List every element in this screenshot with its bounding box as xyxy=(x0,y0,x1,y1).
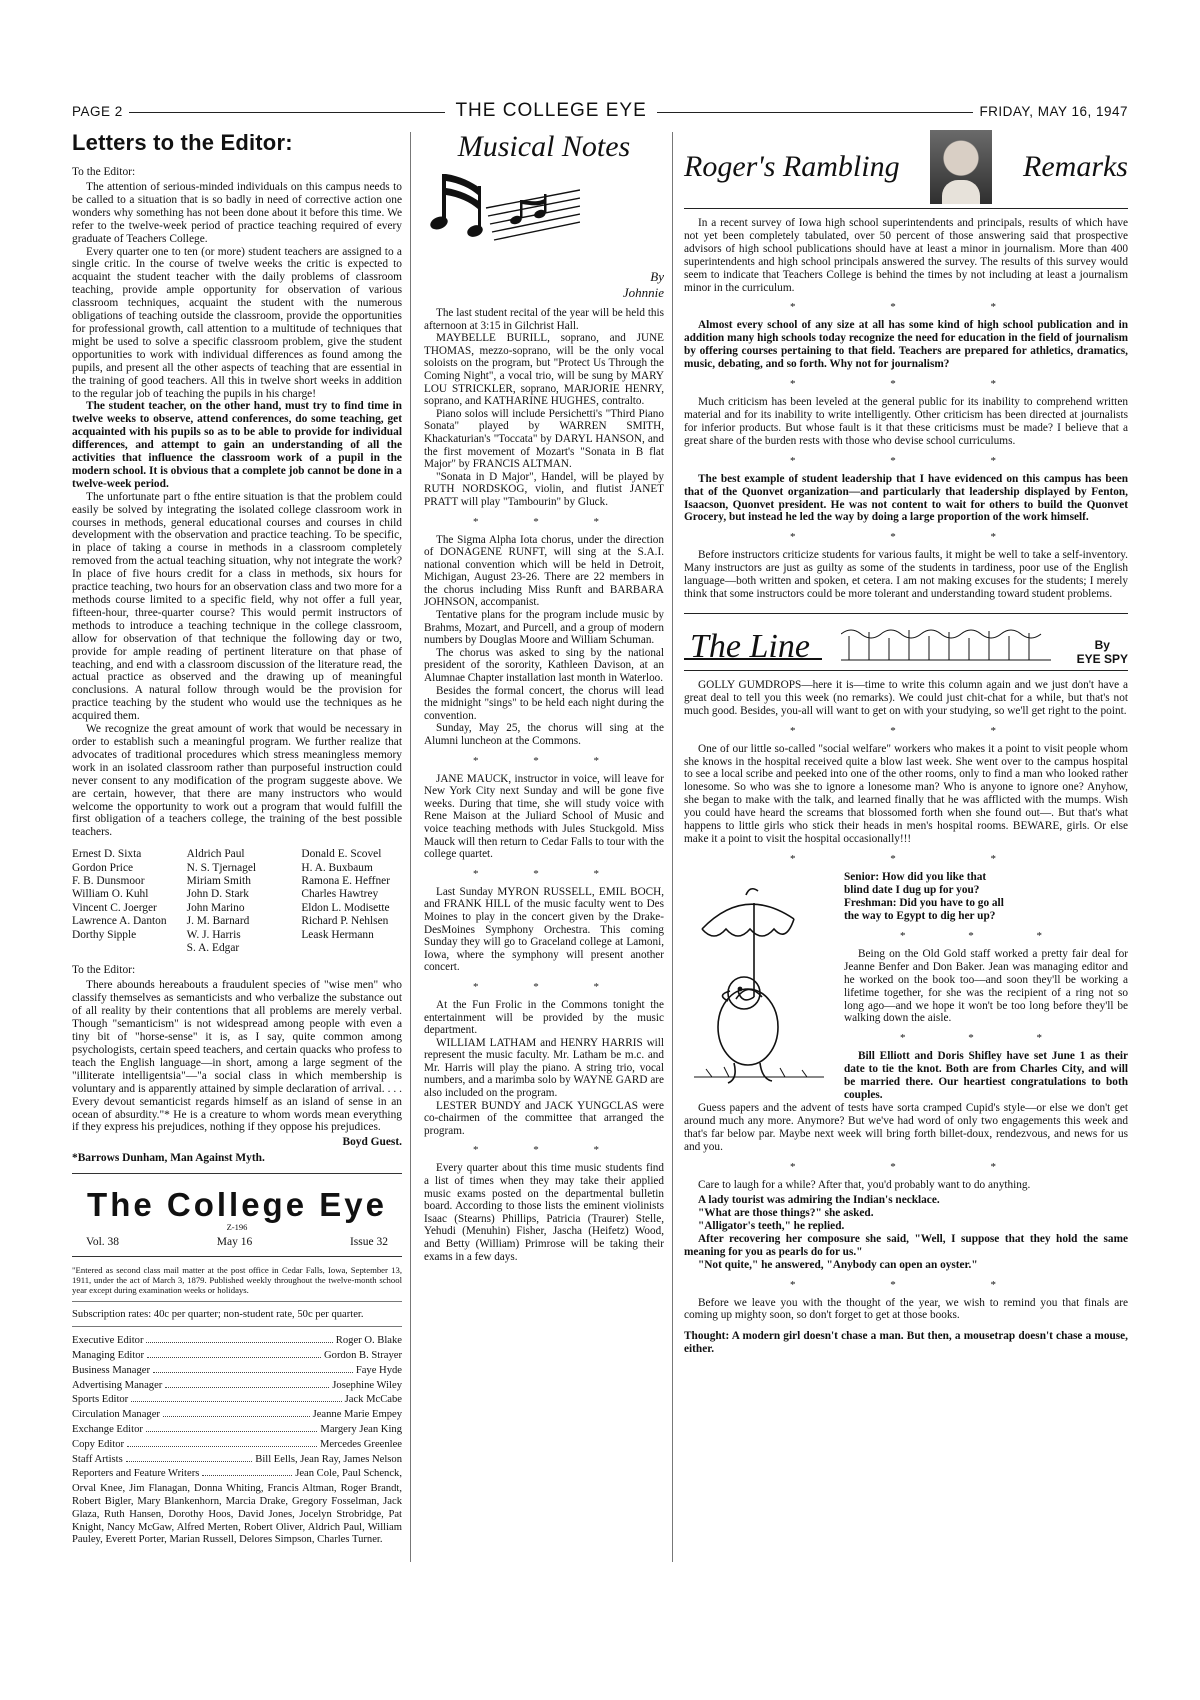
line-byline-by: By xyxy=(1094,637,1110,652)
rogers-p4: The best example of student leadership that I have evidenced on this campus has been that of the Quonvet organization—and particularly that leadership displayed by Fenton, Isaacson, Quonvet president. He was not content to wait for others to build the Quonvet Grocery, but instead he led the way by doing a large proportion of the work himself. xyxy=(684,472,1128,524)
byline-author: Johnnie xyxy=(622,285,664,300)
flag-number: Z-196 xyxy=(226,1222,248,1233)
music-notes-illustration xyxy=(430,168,580,263)
letter2-footnote: *Barrows Dunham, Man Against Myth. xyxy=(72,1152,265,1165)
musical-p2: MAYBELLE BURILL, soprano, and JUNE THOMAS, mezzo-soprano, will be the only vocal soloists on the program, but "Protect Us Through the Coming Night", a vocal trio, will be sung by MARY LOU STRICKLER, soprano, MARJORIE HENRY, soprano, and KATHARINE HUGHES, contralto. xyxy=(424,332,664,408)
musical-p14: LESTER BUNDY and JACK YUNGCLAS were co-chairmen of the committee that arranged the program. xyxy=(424,1099,664,1137)
masthead-rule-left xyxy=(129,112,446,113)
staff-name: Jean Cole, Paul Schenck, xyxy=(295,1468,402,1480)
signer: Eldon L. Modisette xyxy=(301,901,390,914)
signer: Donald E. Scovel xyxy=(301,848,382,861)
musical-p3: Piano solos will include Persichetti's "Third Piano Sonata" played by WARREN SMITH, Khackaturian's "Toccata" by DARYL HANSON, and the first movement of Mozart's "Sonata in B flat Major" by FRANCIS ALTMAN. xyxy=(424,407,664,471)
staff-role: Copy Editor xyxy=(72,1438,125,1450)
rogers-rambling-header xyxy=(684,130,1128,204)
section-break: * * * xyxy=(790,1278,1042,1291)
signer: John D. Stark xyxy=(186,888,250,901)
column-letters xyxy=(72,130,402,1547)
staff-row xyxy=(72,1333,402,1348)
musical-p1: The last student recital of the year will be held this afternoon at 3:15 in Gilchrist Hall. xyxy=(424,307,664,332)
staff-name: Jack McCabe xyxy=(344,1394,402,1406)
letter2-signature: Boyd Guest. xyxy=(342,1136,402,1149)
joke-line: the way to Egypt to dig her up? xyxy=(844,909,996,922)
newspaper-flag-title: The College Eye xyxy=(87,1186,387,1224)
line-column-rule-top xyxy=(684,613,1128,614)
staff-row-reporters xyxy=(72,1466,402,1481)
reporters-list: Orval Knee, Jim Flanagan, Donna Whiting, Francis Altman, Roger Brandt, Robert Bigler, Mary Blankenhorn, Marcia Drake, Gregory Fosselman, Jack Glaza, Ruth Hansen, Dorothy Hoos, David Jones, Jocelyn Strobridge, Pat Knight, Nancy McGaw, Alfred Merten, Robert Oliver, Aldrich Paul, William Pauley, Everett Porter, Marian Russell, Delores Simpson, Charles Turner. xyxy=(72,1483,402,1546)
section-break: * * * xyxy=(473,867,625,880)
flag-issue: Issue 32 xyxy=(349,1236,388,1249)
signers-col-1 xyxy=(72,848,173,955)
letter2-paragraph-1: There abounds hereabouts a fraudulent species of "wise men" who classify themselves as semanticists and who verbalize the substance out of all reality by their contentions that all problems are merely verbal. Though "semanticism" is not widespread among people with even a tiny bit of "horse-sense" it is, as I say, quite common among psychologists, certain speed teachers, and certain quacks who profess to teach the English language—in short, among a large segment of the "illiterate intelligentsia"—"a social class in which membership is voluntary and is apparently attained by simple declaration of arrival. . . . Every devout semanticist regards himself as an island of sense in an ocean of absurdity."* He is a creature to whom words mean everything if they express his prejudices, nothing if they oppose his prejudices. xyxy=(72,979,402,1134)
staff-role: Staff Artists xyxy=(72,1453,123,1465)
staff-row xyxy=(72,1422,402,1437)
masthead-page-number: PAGE 2 xyxy=(72,103,123,119)
signer: W. J. Harris xyxy=(186,928,241,941)
line-decorative-art xyxy=(841,620,1051,666)
joke-line: After recovering her composure she said, "Well, I suppose that they hold the same meaning for you as pearls do for us." xyxy=(684,1232,1128,1258)
signer: Charles Hawtrey xyxy=(301,888,379,901)
subscription-divider-bottom xyxy=(72,1326,402,1327)
flag-date: May 16 xyxy=(216,1236,253,1249)
joke-alligator-teeth xyxy=(684,1194,1128,1272)
line-byline xyxy=(1077,638,1128,666)
letter1-paragraph-4: The unfortunate part o fthe entire situation is that the problem could easily be solved by integrating the isolated college classroom work in courses in methods, general educational courses and courses in child development with the observation and practice teaching. To be specific, in place of taking a course in methods in a classroom completely removed from the actual teaching situation, why not integrate the work? In place of five hours credit for a class in methods, six hours for practice teaching, two hours for an observation class and two more for a methods course limited to a specific field, why not offer a full year, fifteen-hour, three-quarter course? This would permit instructors of methods to introduce a teaching technique in the college classroom, allow for observation of that technique the following day or two, provide for ample reading of pertinent literature on that phase of teaching, and end with a classroom discussion of the literature read, the actual practice as observed and the drawing up of meaningful conclusions. A natural follow through would be the provision for practice teaching by the student who would use the techniques as he acquired them. xyxy=(72,490,402,723)
section-break: * * * xyxy=(900,929,1072,942)
staff-role: Exchange Editor xyxy=(72,1424,143,1436)
joke-line: "Not quite," he answered, "Anybody can open an oyster." xyxy=(698,1258,978,1271)
dot-leader xyxy=(146,1333,332,1343)
staff-row xyxy=(72,1452,402,1467)
line-p2: One of our little so-called "social welfare" workers who makes it a point to visit people whom she knows in the hospital received quite a blow last week. She went over to the campus hospital to see a local scribe and peeked into one of the other rooms, only to find a man who looked rather lonesome. So who was she to ignore a lonesome man? Who is anyone to ignore one? Anyhow, she began to make with the talk, and learned finally that he was afflicted with the mumps. Wish you could have heard the screams that blossomed forth when she found out—. But that's what happens to little girls who stick their heads in men's hospital rooms. BEWARE, girls. Or else make it a point to visit the hospital occasionally!!! xyxy=(684,742,1128,845)
signer: Aldrich Paul xyxy=(186,848,245,861)
signer: Richard P. Nehlsen xyxy=(301,915,389,928)
letter-salutation-2: To the Editor: xyxy=(72,964,136,977)
masthead-rule-right xyxy=(657,112,974,113)
line-byline-author: EYE SPY xyxy=(1076,651,1128,666)
signer: Leask Hermann xyxy=(301,928,374,941)
dot-leader xyxy=(202,1466,292,1476)
signer: Dorthy Sipple xyxy=(72,928,137,941)
signer: Miriam Smith xyxy=(186,875,251,888)
column-musical-notes xyxy=(424,130,664,1263)
dot-leader xyxy=(147,1348,321,1358)
rogers-title-left: Roger's Rambling xyxy=(684,150,900,183)
column-columns xyxy=(684,130,1128,1356)
staff-row xyxy=(72,1407,402,1422)
signers-col-3 xyxy=(301,848,402,955)
signer: F. B. Dunsmoor xyxy=(72,875,145,888)
section-break: * * * xyxy=(790,1160,1042,1173)
letter1-paragraph-3: The student teacher, on the other hand, must try to find time in twelve weeks to observe, attend conferences, do some teaching, get acquainted with his pupils so as to be able to provide for individual differences, and attempt to gain an understanding of all the activities that influence the classroom work of a pupil in the modern school. It is obvious that a complete job cannot be done in a twelve-week period. xyxy=(72,400,402,490)
joke-line: A lady tourist was admiring the Indian's necklace. xyxy=(698,1193,940,1206)
musical-p13: WILLIAM LATHAM and HENRY HARRIS will represent the music faculty. Mr. Latham be m.c. and Mr. Harris will play the piano. A string trio, vocal numbers, and a marimba solo by WAYNE GARD are also included on the program. xyxy=(424,1036,664,1100)
line-column-header xyxy=(684,620,1128,666)
dot-leader xyxy=(146,1422,318,1432)
staff-name: Jeanne Marie Empey xyxy=(312,1409,402,1421)
entered-notice: "Entered as second class mail matter at the post office in Cedar Falls, Iowa, September 13, 1911, under the act of March 3, 1879. Published weekly throughout the twelve-month school year except during examination weeks or holidays. xyxy=(72,1265,402,1296)
section-break: * * * xyxy=(790,724,1042,737)
musical-p7: The chorus was asked to sing by the national president of the sorority, Kathleen Davison, at an Alumnae Chapter installation last month in Waterloo. xyxy=(424,646,664,685)
staff-role: Executive Editor xyxy=(72,1335,144,1347)
signer: Ernest D. Sixta xyxy=(72,848,142,861)
section-break: * * * xyxy=(473,515,625,528)
line-p7: Before we leave you with the thought of the year, we wish to remind you that finals are coming up mighty soon, so don't forget to get at those books. xyxy=(684,1296,1128,1322)
staff-name: Roger O. Blake xyxy=(335,1335,402,1347)
line-thought: Thought: A modern girl doesn't chase a man. But then, a mousetrap doesn't chase a mouse, either. xyxy=(684,1330,1128,1356)
staff-box xyxy=(72,1333,402,1547)
section-break: * * * xyxy=(790,852,1042,865)
dot-leader xyxy=(163,1407,310,1417)
section-break: * * * xyxy=(900,1032,1072,1045)
joke-line: Freshman: Did you have to go all xyxy=(844,896,1004,909)
subscription-divider-top xyxy=(72,1301,402,1302)
dot-leader xyxy=(126,1452,253,1462)
signer: H. A. Buxbaum xyxy=(301,861,373,874)
staff-role: Reporters and Feature Writers xyxy=(72,1468,200,1480)
joke-line: blind date I dug up for you? xyxy=(844,883,980,896)
letter-salutation-1: To the Editor: xyxy=(72,166,136,178)
duck-umbrella-illustration xyxy=(684,877,834,1087)
joke-line: "What are those things?" she asked. xyxy=(698,1206,874,1219)
section-break: * * * xyxy=(473,754,625,767)
signer: N. S. Tjernagel xyxy=(186,861,257,874)
joke-line: Senior: How did you like that xyxy=(844,870,987,883)
line-p6: Care to laugh for a while? After that, you'd probably want to do anything. xyxy=(698,1178,1031,1191)
line-logo-underline xyxy=(684,658,822,660)
letter1-paragraph-1: The attention of serious-minded individuals on this campus needs to be called to a situation that is so badly in need of corrective action one wonders why something has not been done about it before this time. We refer to the twelve-week period of practice teaching required of every graduate of Teachers College. xyxy=(72,181,402,245)
section-break: * * * xyxy=(790,301,1042,314)
staff-name: Gordon B. Strayer xyxy=(324,1350,402,1362)
signer: John Marino xyxy=(186,901,245,914)
section-break: * * * xyxy=(473,980,625,993)
rogers-p2: Almost every school of any size at all has some kind of high school publication and in addition many high schools today recognize the need for education in the field of journalism by offering courses pertaining to that field. Teachers are prepared for athletics, dramatics, music, debating, and so forth. Why not for journalism? xyxy=(684,319,1128,371)
musical-p5: The Sigma Alpha Iota chorus, under the direction of DONAGENE RUNFT, will sing at the S.A.I. national convention which will be held in Detroit, Michigan, August 23-26. There are 22 members in the chorus including Miss Runft and BARBARA JOHNSON, accompanist. xyxy=(424,533,664,609)
rogers-p3: Much criticism has been leveled at the general public for its inability to comprehend written material and for its inability to write intelligently. Other criticism has been directed at journalists for inferior products. But whose fault is it that these criticisms must be made? I believe that a great share of the burden rests with those who devise school curriculums. xyxy=(684,396,1128,447)
section-break: * * * xyxy=(790,378,1042,391)
staff-role: Advertising Manager xyxy=(72,1379,163,1391)
line-logo-text: The Line xyxy=(690,627,810,665)
masthead-date: FRIDAY, MAY 16, 1947 xyxy=(979,103,1129,119)
signer: S. A. Edgar xyxy=(186,942,240,955)
musical-p6: Tentative plans for the program include music by Brahms, Mozart, and Purcell, and a group of modern numbers by Douglas Moore and William Schuman. xyxy=(424,609,664,647)
section-break: * * * xyxy=(790,454,1042,467)
flag-divider-top xyxy=(72,1173,402,1174)
rogers-p1: In a recent survey of Iowa high school superintendents and principals, results of which have not yet been completely tabulated, over 50 percent of those answering said that prospective advisors of high school publications should have at least a minor in journalism. More than 400 superintendents and high school principals answered the survey. The results of this survey would seem to indicate that Teachers College is behind the times by not including at least a journalism minor in the curriculum. xyxy=(684,217,1128,294)
flag-volume-line xyxy=(86,1236,388,1248)
musical-p9: Sunday, May 25, the chorus will sing at the Alumni luncheon at the Commons. xyxy=(424,722,664,747)
staff-role: Managing Editor xyxy=(72,1350,145,1362)
musical-notes-title: Musical Notes xyxy=(457,130,631,163)
staff-role: Business Manager xyxy=(72,1364,150,1376)
signer: Ramona E. Heffner xyxy=(301,875,391,888)
signers-list xyxy=(72,848,402,955)
subscription-rates: Subscription rates: 40c per quarter; non-student rate, 50c per quarter. xyxy=(72,1309,364,1321)
byline-by: By xyxy=(650,269,664,284)
musical-p10: JANE MAUCK, instructor in voice, will leave for New York City next Sunday and will be gone five weeks. During that time, she will study voice with Rene Maison at the Juliard School of Music and voice teaching methods with Jules Stuckgold. Miss Mauck will then return to Cedar Falls to tour with the college quartet. xyxy=(424,772,664,861)
staff-name: Mercedes Greenlee xyxy=(319,1438,402,1450)
musical-byline xyxy=(424,269,664,301)
signer: Lawrence A. Danton xyxy=(72,915,167,928)
rogers-title-right: Remarks xyxy=(1023,150,1128,183)
flag-divider-bottom xyxy=(72,1256,402,1257)
line-p5: Guess papers and the advent of tests have sorta cramped Cupid's style—or else we don't get around much any more. Anymore? But we've had word of only two engagements this week and that's far below par. Maybe next week will bring forth billet-doux, rendezvous, and news for us and you. xyxy=(684,1101,1128,1153)
musical-p15: Every quarter about this time music students find a list of times when they may take their applied music exams posted on the departmental bulletin board. According to those lists the eminent violinists Isaac (Stearns) Phillips, Patricia (Traurer) Stelle, Yehudi (Menuhin) Fisher, Jascha (Heifetz) Wood, and Betty (William) Primrose will be taking their exams in a few days. xyxy=(424,1162,664,1263)
rogers-p5: Before instructors criticize students for various faults, it might be well to take a self-inventory. Many instructors are just as guilty as some of the students in tardiness, poor use of the English language—both written and spoken, et cetera. I am not making excuses for the students; I merely think that some instructors could be more tolerant and understanding toward student problems. xyxy=(684,549,1128,601)
dot-leader xyxy=(127,1437,317,1447)
staff-row xyxy=(72,1392,402,1407)
line-p1: GOLLY GUMDROPS—here it is—time to write this column again and we just don't have a great deal to tell you this week (no remarks). We could just chit-chat for a while, but that's not much good. Besides, you-all will want to get on with your studying, so we'll get right to the point. xyxy=(684,678,1128,717)
staff-row xyxy=(72,1363,402,1378)
staff-name: Bill Eells, Jean Ray, James Nelson xyxy=(255,1453,402,1465)
letter1-paragraph-2: Every quarter one to ten (or more) student teachers are assigned to a single critic. In the course of twelve weeks the critic is expected to acquaint the student teacher with the daily problems of classroom teaching, provide ample opportunity for observation of various classroom techniques, acquaint the student with the numerous obligations of teaching outside the classroom, provide the opportunities for professional growth, call attention to a multitude of techniques that might be used to solve a specific classroom problem, give the student opportunities to work with individual differences as found among the pupils, and present all the other aspects of teaching that are essential in the training of good teachers. All this in twelve short weeks in addition to the regular job of teaching the pupils in his charge! xyxy=(72,245,402,400)
masthead-title: THE COLLEGE EYE xyxy=(455,100,647,121)
column-rule-2 xyxy=(672,132,673,1562)
columnist-portrait xyxy=(930,130,992,204)
staff-row xyxy=(72,1378,402,1393)
signer: J. M. Barnard xyxy=(186,915,250,928)
staff-name: Margery Jean King xyxy=(320,1424,402,1436)
line-p3: Being on the Old Gold staff worked a pretty fair deal for Jeanne Benfer and Don Baker. Jean was managing editor and he worked on the book too—and soon they'll be working a lifetime together, for she was the recipient of a ring not so long ago—and we hope it won't be too long before they'll be walking down the aisle. xyxy=(844,947,1128,1025)
joke-line: "Alligator's teeth," he replied. xyxy=(698,1219,845,1232)
musical-p8: Besides the formal concert, the chorus will lead the midnight "sings" to be held each night during the convention. xyxy=(424,684,664,722)
line-logo xyxy=(684,628,816,666)
musical-p4: "Sonata in D Major", Handel, will be played by RUTH NORDSKOG, violin, and flutist JANET PRATT will play "Tambourin" by Gluck. xyxy=(424,470,664,508)
staff-row xyxy=(72,1348,402,1363)
flag-volume: Vol. 38 xyxy=(86,1236,120,1249)
staff-role: Sports Editor xyxy=(72,1394,129,1406)
line-column-rule-bottom xyxy=(684,670,1128,671)
rogers-rule xyxy=(684,208,1128,209)
staff-name: Faye Hyde xyxy=(355,1364,402,1376)
page-title: Letters to the Editor: xyxy=(72,130,293,155)
column-rule-1 xyxy=(410,132,411,1562)
musical-p11: Last Sunday MYRON RUSSELL, EMIL BOCH, and FRANK HILL of the music faculty went to Des Moines to play in the concert given by the Drake-DesMoines Symphony Orchestra. This coming Sunday they will go to Graceland college at Lamoni, Iowa, where the symphony will present another concert. xyxy=(424,885,664,974)
signer: Gordon Price xyxy=(72,861,134,874)
musical-p12: At the Fun Frolic in the Commons tonight the entertainment will be provided by the music department. xyxy=(424,998,664,1037)
section-break: * * * xyxy=(790,531,1042,544)
staff-name: Josephine Wiley xyxy=(332,1379,402,1391)
dot-leader xyxy=(131,1392,341,1402)
signers-col-2 xyxy=(187,848,288,955)
page-masthead xyxy=(72,100,1128,122)
dot-leader xyxy=(153,1363,353,1373)
line-p4: Bill Elliott and Doris Shifley have set June 1 as their date to tie the knot. Both are from Charles City, and will be married there. Our heartiest congratulations to both couples. xyxy=(844,1050,1128,1102)
signer: Vincent C. Joerger xyxy=(72,901,157,914)
signer: William O. Kuhl xyxy=(72,888,149,901)
dot-leader xyxy=(165,1378,329,1388)
section-break: * * * xyxy=(473,1144,625,1157)
letter1-paragraph-5: We recognize the great amount of work that would be necessary in order to establish such a meaningful program. We further realize that advocates of traditional procedures which stress meaningless memory work in an isolated classroom rather than purposeful instruction could never consent to any modification of the program suggeste above. We are certain, however, that there are many instructors who would welcome the opportunity to work out a program that would fulfill the first obligation of a teachers college, the training of the best possible teachers. xyxy=(72,723,402,839)
staff-role: Circulation Manager xyxy=(72,1409,160,1421)
staff-row xyxy=(72,1437,402,1452)
